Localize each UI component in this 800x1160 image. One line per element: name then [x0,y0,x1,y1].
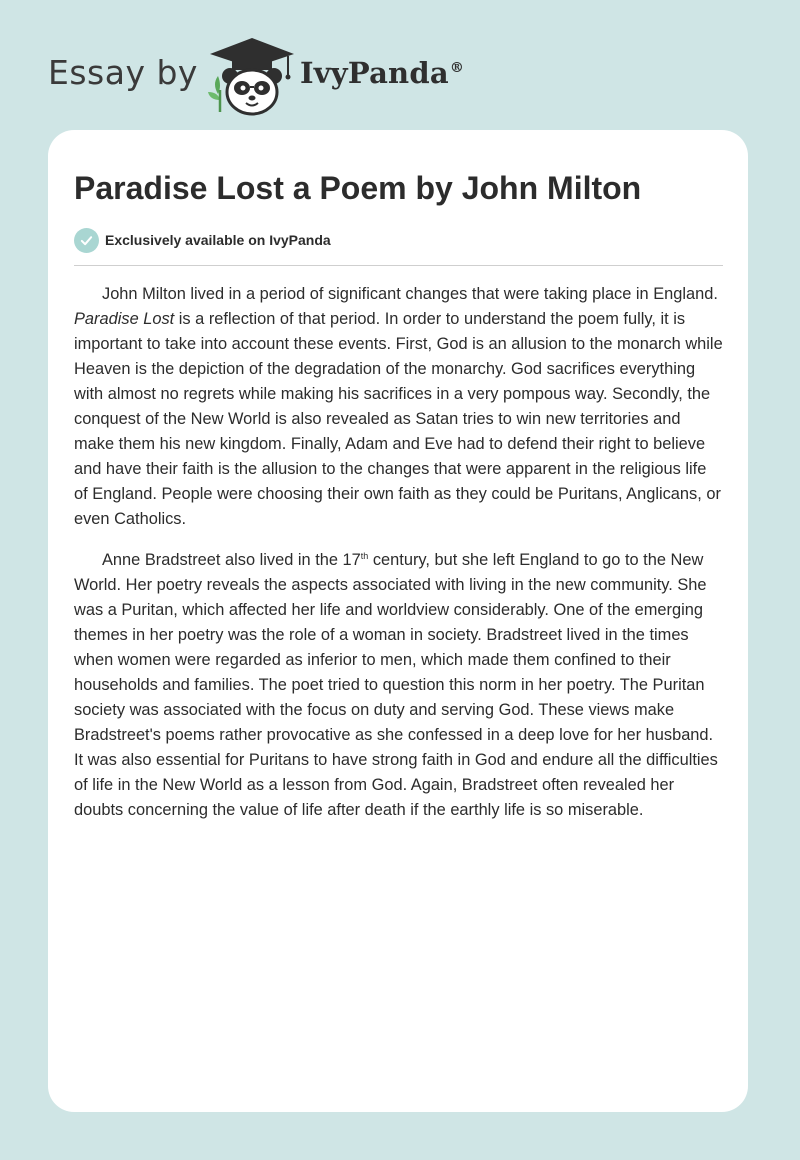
brand-header [48,36,464,116]
panda-graduation-cap-icon[interactable] [208,36,296,116]
paragraph: Anne Bradstreet also lived in the 17th century, but she left England to go to the New World. Her poetry reveals the aspects associated with living in the new community. She was a Puritan, which affected her life and worldview considerably. One of the emerging themes in her poetry was the role of a woman in society. Bradstreet lived in the times when women were regarded as inferior to men, which made them confined to their households and families. The poet tried to question this norm in her poetry. The Puritan society was associated with the focus on duty and serving God. These views make Bradstreet's poems rather provocative as she confessed in a deep love for her husband. It was also essential for Puritans to have strong faith in God and endure all the difficulties of life in the New World as a lesson from God. Again, Bradstreet often revealed her doubts concerning the value of life after death if the earthly life is so miserable. [74,551,718,819]
essay-card [48,130,748,1112]
registered-mark: ® [449,60,465,77]
exclusive-badge-text: Exclusively available on IvyPanda [105,232,331,248]
check-icon [74,228,99,253]
brand-name[interactable]: IvyPanda® [299,56,465,90]
essay-by-label: Essay by [48,52,198,92]
page-title: Paradise Lost a Poem by John Milton [74,170,642,206]
exclusive-badge [74,226,723,254]
ordinal-suffix: th [360,551,369,561]
essay-body [74,282,723,823]
work-title: Paradise Lost [74,310,175,328]
divider [74,265,723,266]
paragraph: John Milton lived in a period of significant changes that were taking place in England. Paradise Lost is a reflection of that period. In order to understand the poem fully, it is important to take into account these events. First, God is an allusion to the monarch while Heaven is the depiction of the degradation of the monarchy. God sacrifices everything with almost no regrets while making his sacrifices in a very pompous way. Secondly, the conquest of the New World is also revealed as Satan tries to win new territories and make them his new kingdom. Finally, Adam and Eve had to defend their right to believe and have their faith is the allusion to the changes that were apparent in the religious life of England. People were choosing their own faith as they could be Puritans, Anglicans, or even Catholics. [74,285,723,528]
